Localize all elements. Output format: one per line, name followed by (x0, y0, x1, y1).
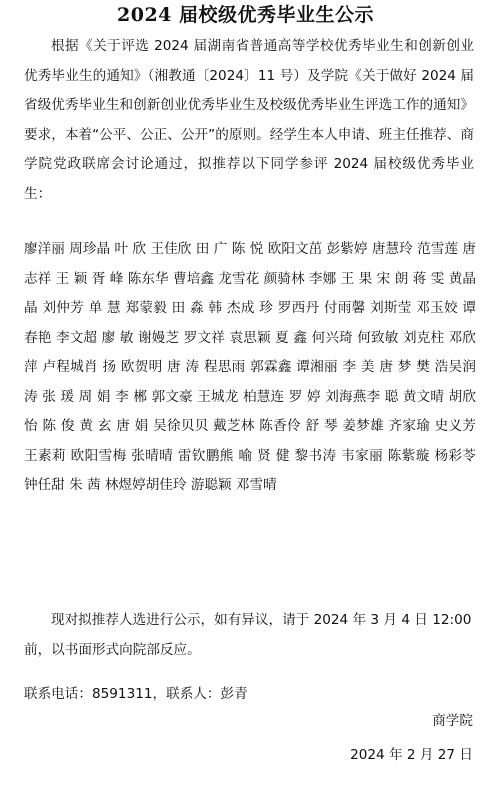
signature-organization: 商学院 (432, 713, 473, 729)
notice-paragraph: 现对拟推荐人选进行公示，如有异议，请于 2024 年 3 月 4 日 12:00 前，以书面形式向院部反应。 (24, 612, 472, 658)
intro-paragraph: 根据《关于评选 2024 届湖南省普通高等学校优秀毕业生和创新创业优秀毕业生的通知》（湘教通〔2024〕11 号）及学院《关于做好 2024 届省级优秀毕业生和创新创业优秀毕业生及校级优秀毕业生评选工作的通知》要求，本着“公平、公正、公开”的原则。经学生本人申请、班主任推荐、商学院党政联席会讨论通过，拟推荐以下同学参评 2024 届校级优秀毕业生： (24, 38, 474, 202)
contact-line: 联系电话：8591311，联系人：彭青 (24, 686, 248, 702)
document-title: 2024 届校级优秀毕业生公示 (117, 4, 374, 26)
nominee-names-list: 廖洋丽 周珍晶 叶 欣 王佳欣 田 广 陈 悦 欧阳文茁 彭紫婷 唐慧玲 范雪莲 唐志祥 王 颖 胥 峰 陈东华 曹培鑫 龙雪花 颜骑林 李娜 王 果 宋 朗 蒋 雯 黄晶晶 刘仲芳 单 慧 郑蒙毅 田 淼 韩 杰成 珍 罗西丹 付雨馨 刘斯莹 邓玉姣 谭春艳 李文超 廖 敏 谢嫚芝 罗文祥 袁思颖 夏 鑫 何兴琦 何致敏 刘克柱 邓欣萍 卢程城肖 扬 欧贺明 唐 涛 程思雨 郭霖鑫 谭湘丽 李 美 唐 梦 樊 浩吴润涛 张 瑗 周 娟 李 郴 郭文豪 王城龙 柏慧连 罗 婷 刘海燕李 聪 黄文晴 胡欣怡 陈 俊 黄 玄 唐 娟 吴徐贝贝 戴芝林 陈香伶 舒 琴 姜梦雄 齐家瑜 史义芳 王素莉 欧阳雪梅 张晴晴 雷钦鹏熊 喻 贤 健 黎书涛 韦家丽 陈紫璇 杨彩苓 钟任甜 朱 茜 林煜婷胡佳玲 游聪颖 邓雪晴 (24, 241, 476, 493)
signature-date: 2024 年 2 月 27 日 (350, 747, 473, 763)
